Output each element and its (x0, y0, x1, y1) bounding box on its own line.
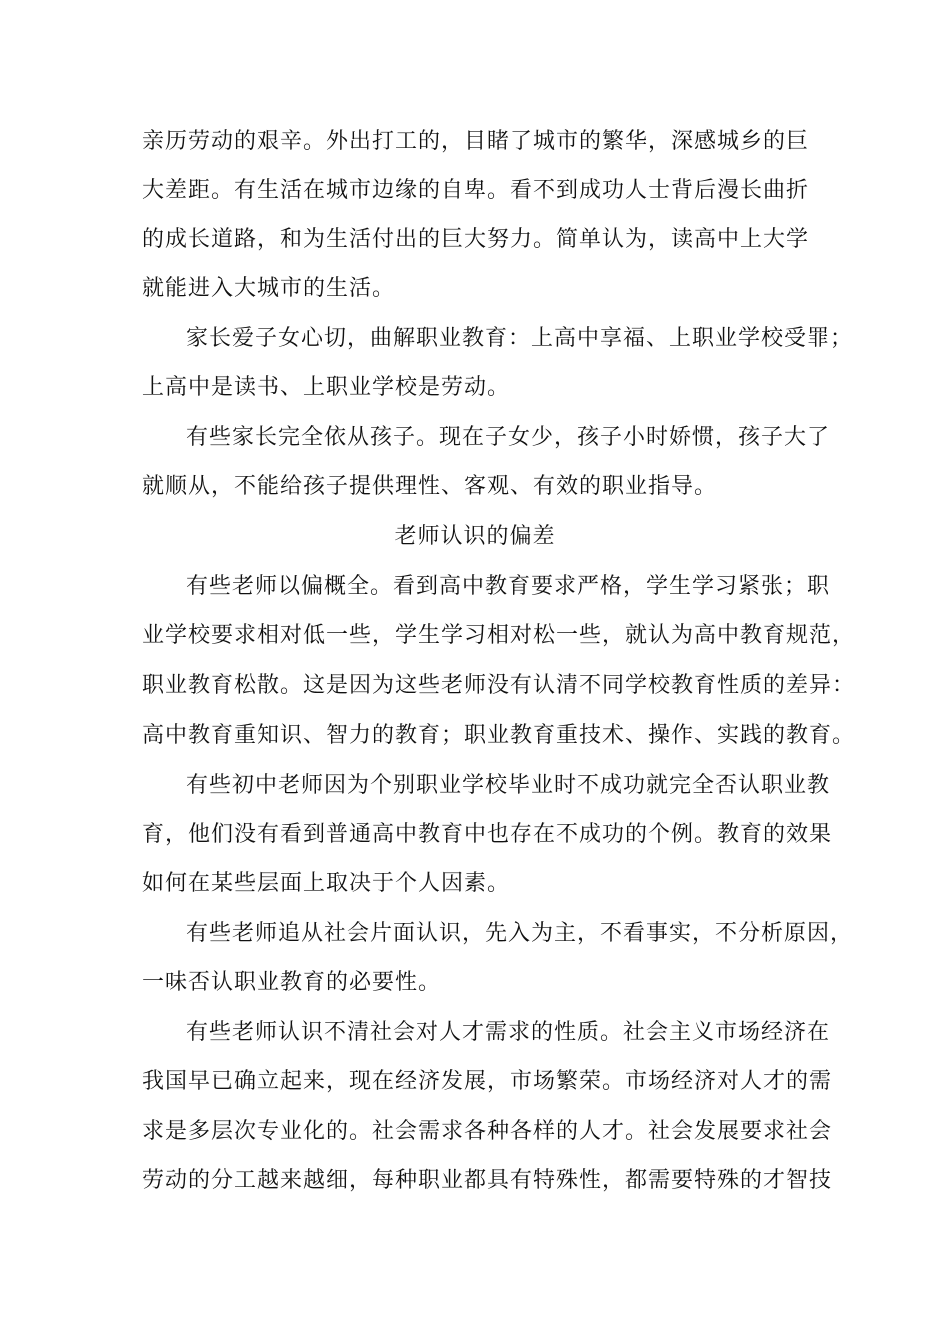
section-heading: 老师认识的偏差 (394, 524, 556, 549)
paragraph-line: 劳动的分工越来越细，每种职业都具有特殊性，都需要特殊的才智技 (142, 1168, 833, 1193)
paragraph-line: 业学校要求相对低一些，学生学习相对松一些，就认为高中教育规范， (142, 623, 856, 648)
paragraph-line: 有些初中老师因为个别职业学校毕业时不成功就完全否认职业教 (186, 773, 831, 798)
paragraph-line: 我国早已确立起来，现在经济发展，市场繁荣。市场经济对人才的需 (142, 1069, 833, 1094)
paragraph-line: 亲历劳动的艰辛。外出打工的，目睹了城市的繁华，深感城乡的巨 (142, 129, 810, 154)
paragraph-line: 的成长道路，和为生活付出的巨大努力。简单认为，读高中上大学 (142, 227, 810, 252)
paragraph-line: 有些老师追从社会片面认识，先入为主，不看事实，不分析原因， (186, 921, 854, 946)
paragraph-line: 高中教育重知识、智力的教育；职业教育重技术、操作、实践的教育。 (142, 723, 856, 748)
paragraph-line: 职业教育松散。这是因为这些老师没有认清不同学校教育性质的差异： (142, 673, 856, 698)
paragraph-line: 家长爱子女心切，曲解职业教育：上高中享福、上职业学校受罪； (186, 326, 854, 351)
paragraph-line: 上高中是读书、上职业学校是劳动。 (142, 375, 511, 400)
paragraph-line: 大差距。有生活在城市边缘的自卑。看不到成功人士背后漫长曲折 (142, 178, 810, 203)
paragraph-line: 一味否认职业教育的必要性。 (142, 970, 442, 995)
paragraph-line: 如何在某些层面上取决于个人因素。 (142, 871, 511, 896)
paragraph-line: 有些家长完全依从孩子。现在子女少，孩子小时娇惯，孩子大了 (186, 425, 831, 450)
paragraph-line: 就顺从，不能给孩子提供理性、客观、有效的职业指导。 (142, 474, 718, 499)
paragraph-line: 育，他们没有看到普通高中教育中也存在不成功的个例。教育的效果 (142, 822, 833, 847)
paragraph-line: 有些老师以偏概全。看到高中教育要求严格，学生学习紧张；职 (186, 574, 831, 599)
paragraph-line: 就能进入大城市的生活。 (142, 276, 396, 301)
paragraph-line: 求是多层次专业化的。社会需求各种各样的人才。社会发展要求社会 (142, 1119, 833, 1144)
paragraph-line: 有些老师认识不清社会对人才需求的性质。社会主义市场经济在 (186, 1020, 831, 1045)
